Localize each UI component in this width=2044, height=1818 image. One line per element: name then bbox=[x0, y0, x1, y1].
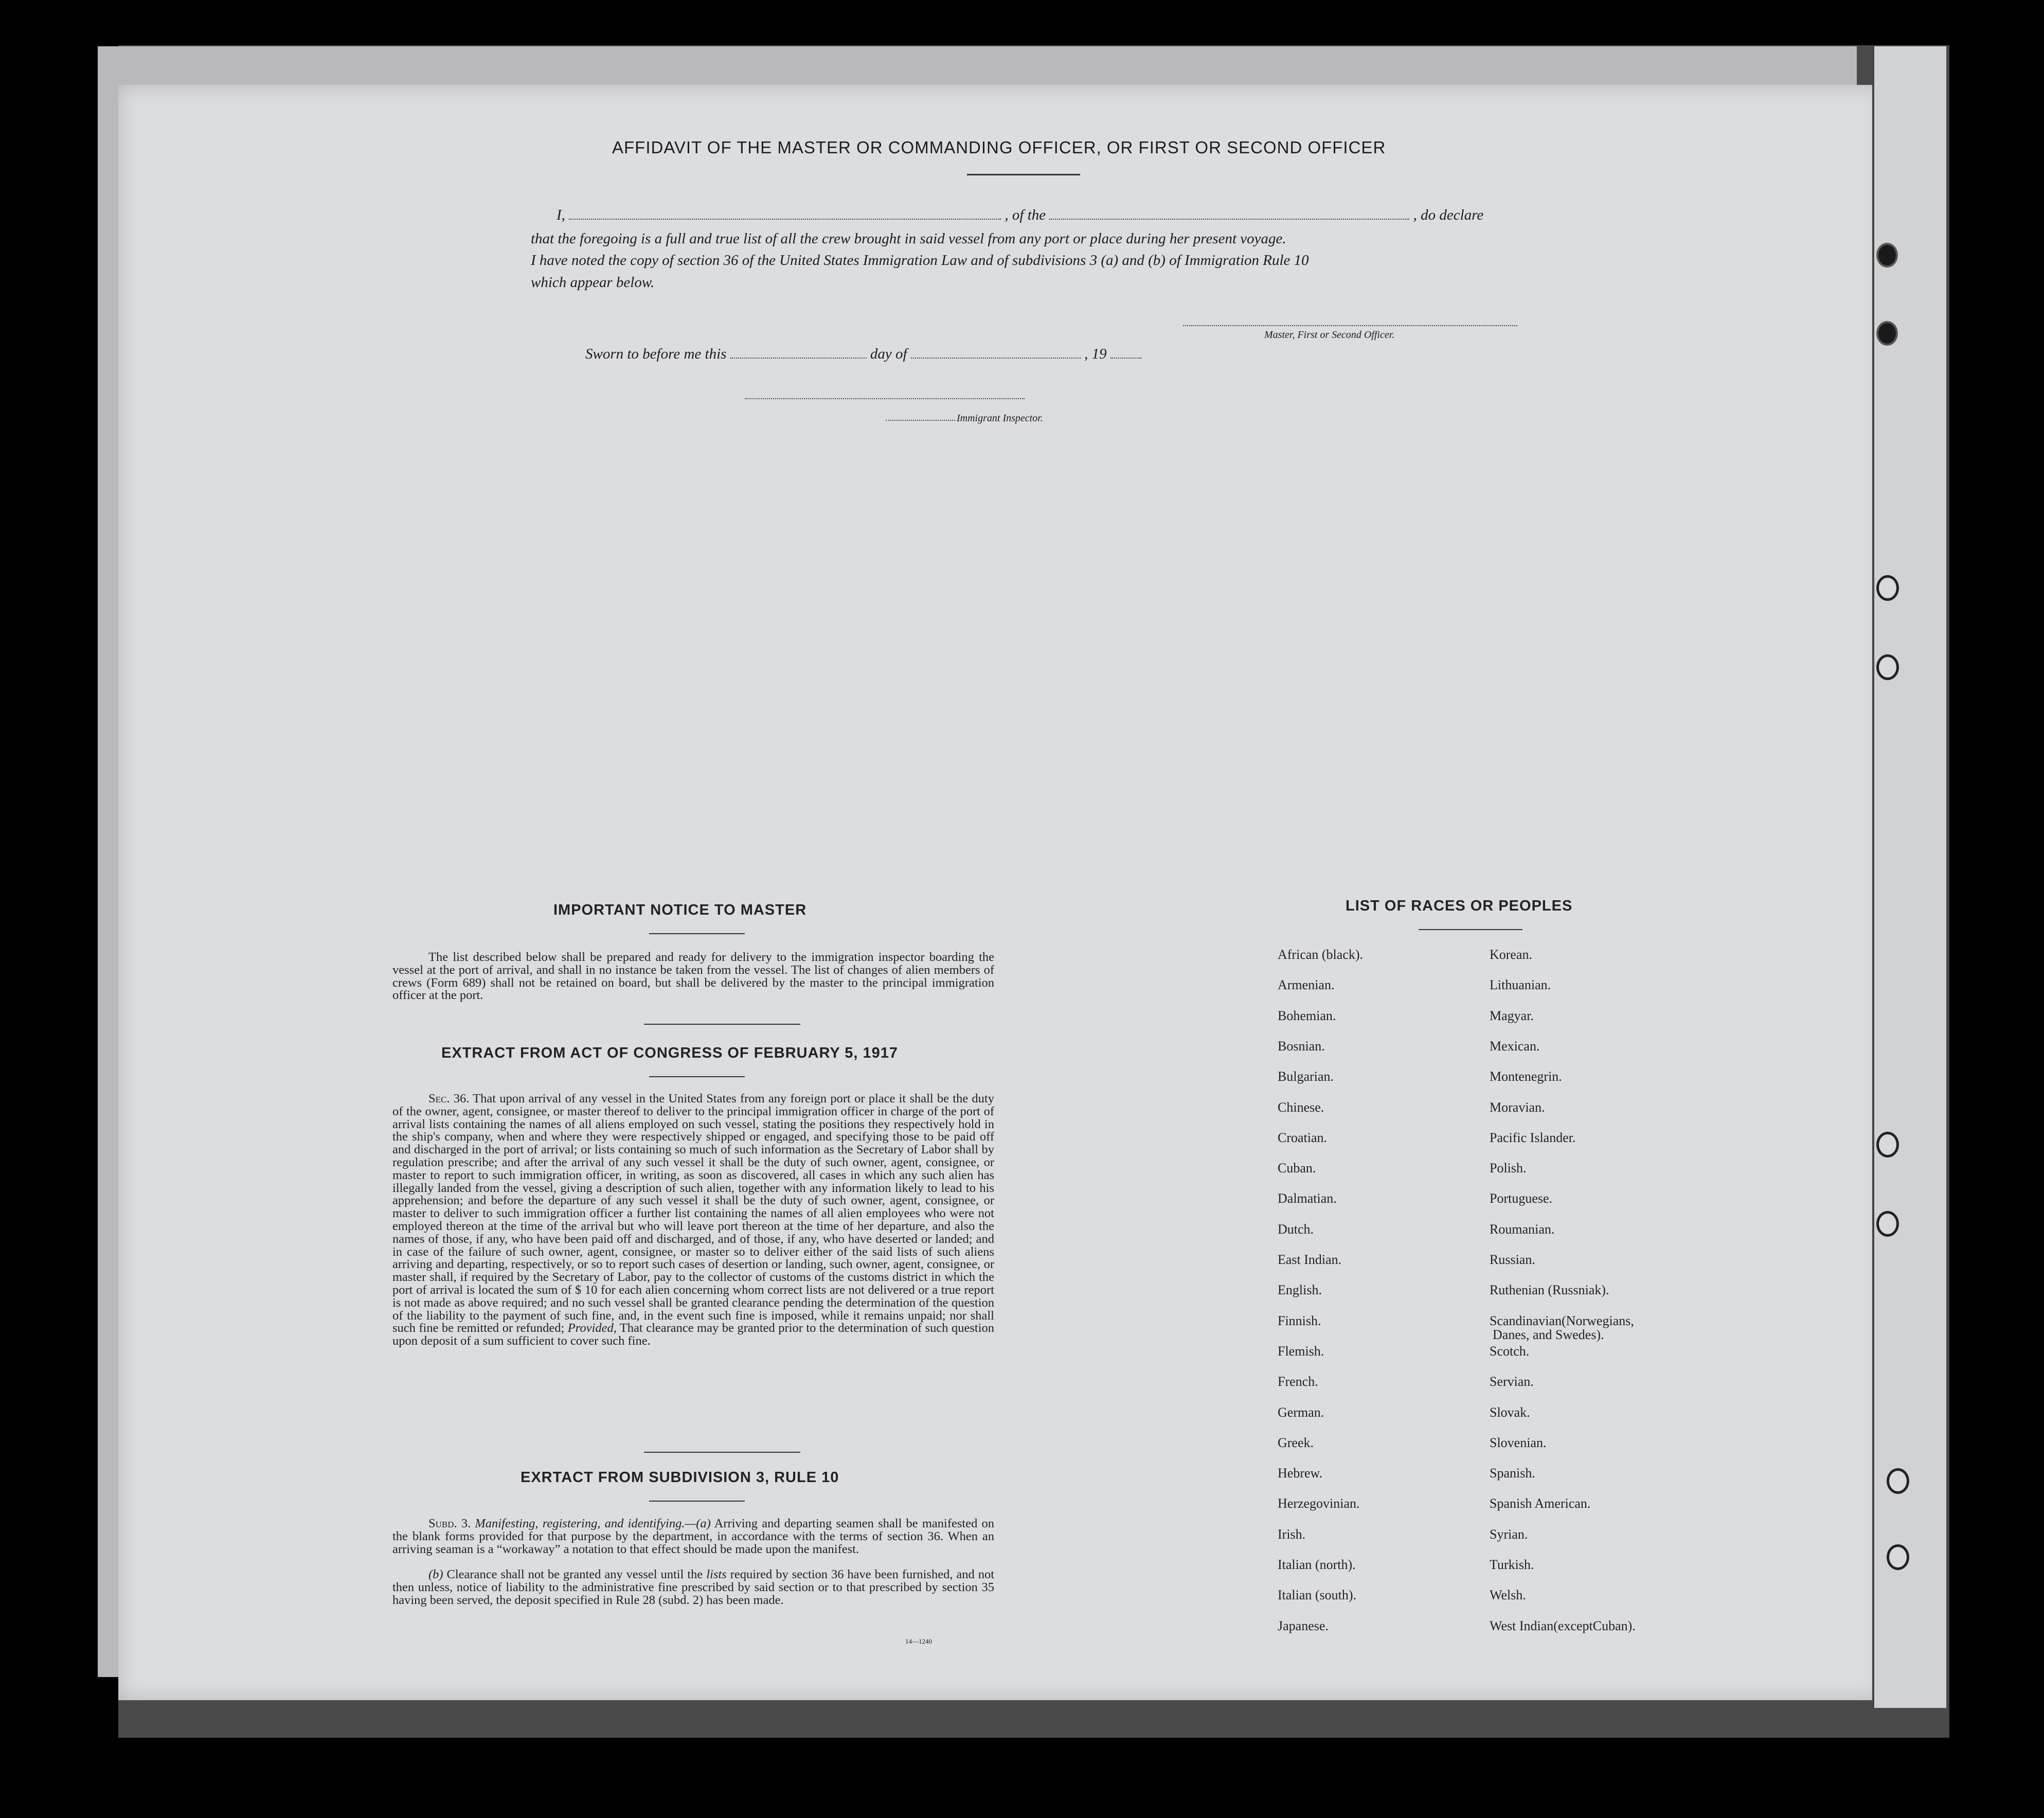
act-heading: EXTRACT FROM ACT OF CONGRESS OF FEBRUARY 5, 1917 bbox=[441, 1045, 899, 1061]
race-item: Welsh. bbox=[1490, 1588, 1526, 1602]
race-item: African (black). bbox=[1278, 947, 1364, 962]
race-item: Spanish. bbox=[1490, 1466, 1535, 1481]
declaration-of-the: , of the bbox=[1005, 207, 1046, 223]
declaration-i: I, bbox=[557, 207, 565, 223]
notice-divider bbox=[644, 1024, 800, 1025]
act-body-b: That clearance may be granted prior to the determination of such question upon deposit of a sum sufficient to cover such fine. bbox=[392, 1321, 995, 1348]
race-item: Portuguese. bbox=[1490, 1191, 1553, 1206]
act-divider bbox=[644, 1452, 800, 1453]
race-item: West Indian(exceptCuban). bbox=[1490, 1618, 1636, 1633]
race-item: Danes, and Swedes). bbox=[1493, 1327, 1604, 1342]
month-blank bbox=[911, 357, 1081, 359]
race-item: Magyar. bbox=[1490, 1008, 1534, 1023]
race-item: German. bbox=[1278, 1405, 1324, 1420]
binder-hole bbox=[1876, 654, 1899, 680]
document-page bbox=[118, 85, 1882, 1700]
race-item: Finnish. bbox=[1278, 1313, 1321, 1328]
act-text bbox=[392, 1093, 994, 1348]
race-item: Turkish. bbox=[1490, 1557, 1534, 1572]
race-item: Croatian. bbox=[1278, 1130, 1328, 1145]
day-blank bbox=[730, 357, 867, 359]
affidavit-line-4: which appear below. bbox=[531, 274, 655, 291]
race-item: Lithuanian. bbox=[1490, 977, 1551, 992]
declaration-declare: , do declare bbox=[1413, 207, 1484, 223]
affidavit-line-2: that the foregoing is a full and true list of all the crew brought in said vessel from any port or place during her present voyage. bbox=[531, 230, 1286, 247]
race-item: Slovenian. bbox=[1490, 1435, 1547, 1450]
race-item: Ruthenian (Russniak). bbox=[1490, 1282, 1609, 1297]
rule-text-b bbox=[392, 1569, 994, 1607]
race-item: Herzegovinian. bbox=[1278, 1496, 1360, 1511]
race-item: Hebrew. bbox=[1278, 1466, 1323, 1481]
race-item: Russian. bbox=[1490, 1252, 1535, 1267]
rule-text-a bbox=[392, 1518, 994, 1556]
race-item: Italian (north). bbox=[1278, 1557, 1356, 1572]
inspector-caption-lead bbox=[886, 420, 955, 421]
race-item: Irish. bbox=[1278, 1527, 1306, 1542]
rule-body-b2: required by section 36 have been furnished, and not then unless, notice of liability to the administrative fine prescribed by said section or to that prescribed by section 35 having been served, the deposit specified in Rule 28 (subd. 2) has been made. bbox=[392, 1567, 995, 1607]
race-item: Scotch. bbox=[1490, 1344, 1530, 1359]
race-item: Greek. bbox=[1278, 1435, 1314, 1450]
provided-word: Provided, bbox=[567, 1321, 617, 1335]
race-item: Dutch. bbox=[1278, 1222, 1314, 1237]
race-item: English. bbox=[1278, 1282, 1322, 1297]
binder-hole bbox=[1876, 1132, 1899, 1157]
form-number: 14—1240 bbox=[905, 1637, 932, 1645]
race-item: Bohemian. bbox=[1278, 1008, 1336, 1023]
races-heading: LIST OF RACES OR PEOPLES bbox=[1346, 898, 1573, 914]
clause-b-label: (b) bbox=[428, 1567, 443, 1581]
title-rule bbox=[967, 174, 1080, 175]
affidavit-declaration-line bbox=[557, 207, 1483, 224]
race-item: Flemish. bbox=[1278, 1344, 1324, 1359]
race-item: Servian. bbox=[1490, 1374, 1534, 1389]
rule-heading: EXRTACT FROM SUBDIVISION 3, RULE 10 bbox=[521, 1469, 839, 1486]
binder-hole bbox=[1876, 321, 1898, 346]
race-item: Slovak. bbox=[1490, 1405, 1530, 1420]
lists-word: lists bbox=[706, 1567, 727, 1581]
race-item: Italian (south). bbox=[1278, 1588, 1357, 1602]
binder-hole bbox=[1876, 575, 1899, 601]
race-item: Spanish American. bbox=[1490, 1496, 1591, 1511]
signature-caption: Master, First or Second Officer. bbox=[1264, 329, 1395, 341]
race-item: Scandinavian(Norwegians, bbox=[1490, 1313, 1634, 1328]
subdivision-title: Manifesting, registering, and identifying.—(a) bbox=[475, 1517, 711, 1530]
notice-body: The list described below shall be prepared and ready for delivery to the immigration inspector boarding the vessel at the port of arrival, and shall in no instance be taken from the vessel. The list of changes of alien members of crews (Form 689) shall not be retained on board, but shall be delivered by the master to the principal immigration officer at the port. bbox=[392, 950, 994, 1003]
binder-hole bbox=[1887, 1468, 1909, 1494]
subdivision-label: Subd. 3. bbox=[428, 1517, 471, 1530]
race-item: Polish. bbox=[1490, 1161, 1527, 1175]
act-body-a: That upon arrival of any vessel in the United States from any foreign port or place it shall be the duty of the owner, agent, consignee, or master thereof to deliver to the principal immigration officer in charge of the port of arrival lists containing the names of all aliens employed on such vessel, stating the positions they respectively hold in the ship's company, when and where they were respectively shipped or engaged, and specifying those to be paid off and discharged in the port of arrival; or lists containing so much of such information as the Secretary of Labor shall by regulation prescribe; and after the arrival of any such vessel it shall be the duty of such owner, agent, consignee, or master to report to such immigration officer, in writing, as soon as discovered, all cases in which any such alien has illegally landed from the vessel, giving a description of such alien, together with any information likely to lead to his apprehension; and before the departure of any such vessel it shall be the duty of such owner, agent, consignee, or master to deliver to such immigration officer a further list containing the names of all alien employees who were not employed thereon at the time of the arrival but who will leave port thereon at the time of her departure, and also the names of those, if any, who have been paid off and discharged, and of those, if any, who have deserted or landed; and in case of the failure of such owner, agent, consignee, or master so to deliver either of the said lists of such aliens arriving and departing, respectively, or so to report such cases of desertion or landing, such owner, agent, consignee, or master shall, if required by the Secretary of Labor, pay to the collector of customs of the customs district in which the port of arrival is located the sum of $ 10 for each alien concerning whom correct lists are not delivered or a true report is not made as above required; and no such vessel shall be granted clearance pending the determination of the question of the liability to the payment of such fine, and, in the event such fine is imposed, while it remains unpaid; nor shall such fine be remitted or refunded; bbox=[392, 1092, 994, 1335]
rule-body-b1: Clearance shall not be granted any vessel until the bbox=[446, 1567, 703, 1581]
year-blank bbox=[1110, 357, 1141, 359]
inspector-caption: Immigrant Inspector. bbox=[957, 413, 1043, 424]
notice-heading: IMPORTANT NOTICE TO MASTER bbox=[553, 902, 807, 918]
binder-hole bbox=[1876, 243, 1898, 268]
rule-rule bbox=[649, 1501, 745, 1502]
race-item: Pacific Islander. bbox=[1490, 1130, 1576, 1145]
race-item: Cuban. bbox=[1278, 1161, 1316, 1175]
sworn-line bbox=[585, 346, 1141, 363]
notice-text bbox=[392, 951, 994, 1002]
affidavit-title: AFFIDAVIT OF THE MASTER OR COMMANDING OFFICER, OR FIRST OR SECOND OFFICER bbox=[612, 138, 1386, 157]
inspector-signature-line bbox=[745, 398, 1025, 399]
race-item: Bosnian. bbox=[1278, 1039, 1325, 1054]
sworn-text: Sworn to before me this bbox=[585, 346, 727, 362]
binding-strip bbox=[1872, 46, 1946, 1708]
rule-body-a: Arriving and departing seamen shall be manifested on the blank forms provided for that purpose by the department, in accordance with the terms of section 36. When an arriving seaman is a “workaway” a notation to that effect should be made upon the manifest. bbox=[392, 1517, 995, 1556]
section-label: Sec. 36. bbox=[428, 1092, 470, 1106]
race-item: Dalmatian. bbox=[1278, 1191, 1337, 1206]
race-item: Mexican. bbox=[1490, 1039, 1540, 1054]
race-item: Montenegrin. bbox=[1490, 1069, 1562, 1084]
races-rule bbox=[1419, 929, 1522, 930]
binder-hole bbox=[1887, 1544, 1909, 1570]
binder-hole bbox=[1876, 1211, 1899, 1237]
race-item: Armenian. bbox=[1278, 977, 1335, 992]
race-item: Moravian. bbox=[1490, 1100, 1545, 1115]
race-item: Bulgarian. bbox=[1278, 1069, 1334, 1084]
race-item: East Indian. bbox=[1278, 1252, 1342, 1267]
name-blank bbox=[569, 218, 1001, 220]
race-item: Roumanian. bbox=[1490, 1222, 1555, 1237]
race-item: Chinese. bbox=[1278, 1100, 1324, 1115]
race-item: Korean. bbox=[1490, 947, 1533, 962]
race-item: French. bbox=[1278, 1374, 1318, 1389]
act-rule bbox=[649, 1076, 745, 1077]
notice-rule bbox=[649, 933, 745, 934]
sworn-day: day of bbox=[870, 346, 907, 362]
vessel-blank bbox=[1049, 218, 1409, 220]
race-item: Syrian. bbox=[1490, 1527, 1528, 1542]
affidavit-line-3: I have noted the copy of section 36 of the United States Immigration Law and of subdivisions 3 (a) and (b) of Immigration Rule 10 bbox=[531, 252, 1309, 269]
signature-line bbox=[1183, 325, 1517, 326]
sworn-year: , 19 bbox=[1084, 346, 1107, 362]
race-item: Japanese. bbox=[1278, 1618, 1329, 1633]
